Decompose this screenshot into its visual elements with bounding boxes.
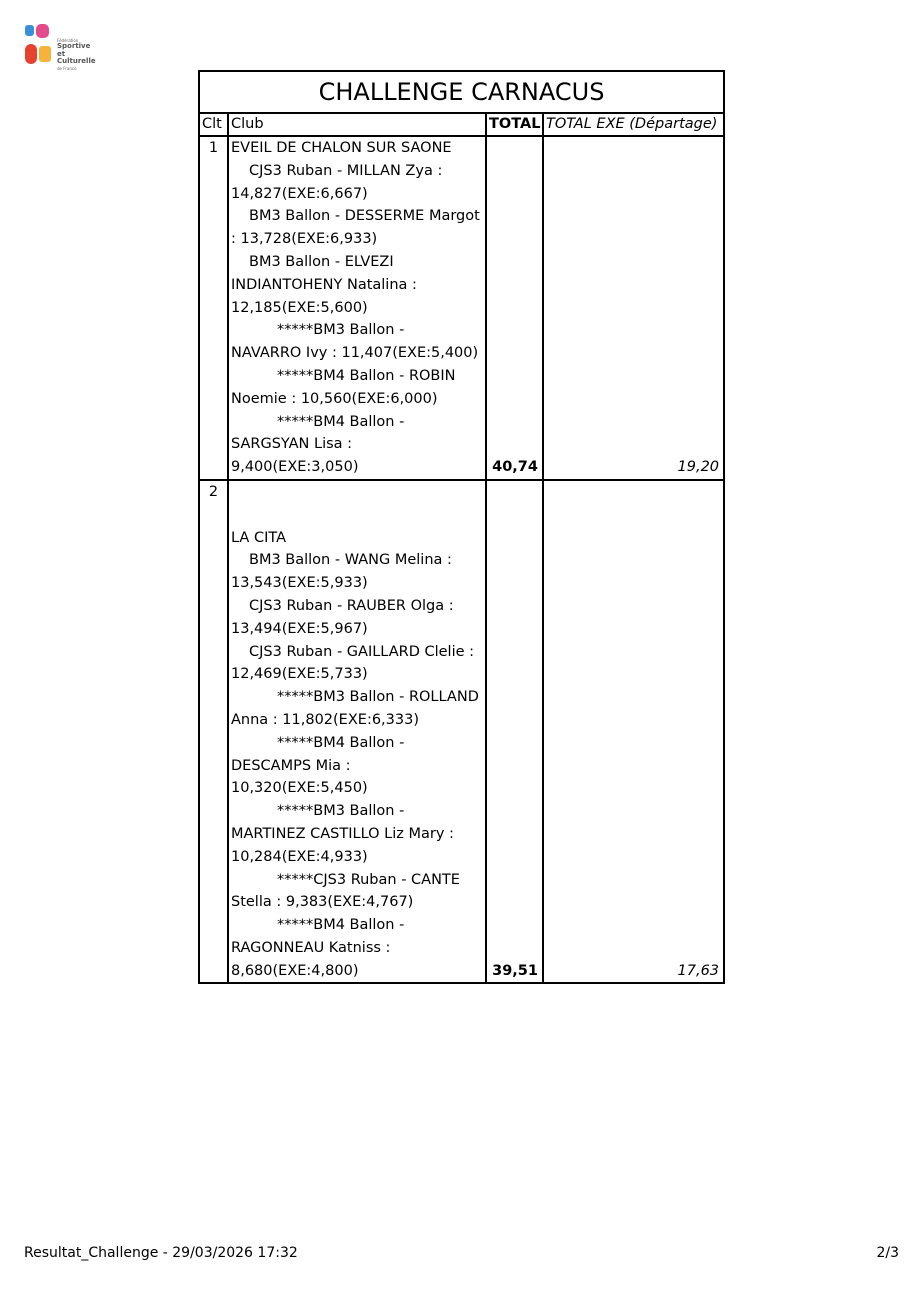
logo-line-4: de France <box>57 65 77 71</box>
athlete-entry: *****BM4 Ballon - <box>277 917 405 934</box>
total-exe-value: 19,20 <box>677 459 720 476</box>
athlete-entry-cont: 13,494(EXE:5,967) <box>231 620 368 637</box>
athlete-entry-cont: 8,680(EXE:4,800) <box>231 962 359 979</box>
athlete-entry-cont: 14,827(EXE:6,667) <box>231 185 368 202</box>
athlete-entry: *****BM3 Ballon - <box>277 322 405 339</box>
athlete-entry-cont: 10,284(EXE:4,933) <box>231 848 368 865</box>
total-value: 39,51 <box>492 962 538 979</box>
fsc-logo <box>24 22 104 71</box>
logo-line-1: Fédération <box>57 38 79 43</box>
total-cell <box>486 136 543 480</box>
logo-line-3: et Culturelle <box>57 49 96 65</box>
athlete-entry: CJS3 Ruban - GAILLARD Clelie : <box>249 643 475 660</box>
rank-cell: 1 <box>199 136 228 480</box>
athlete-entry-cont: INDIANTOHENY Natalina : <box>231 276 417 293</box>
athlete-entry-cont: : 13,728(EXE:6,933) <box>231 231 378 248</box>
athlete-entry-cont: 13,543(EXE:5,933) <box>231 575 368 592</box>
total-exe-cell <box>543 480 724 984</box>
total-value: 40,74 <box>492 459 538 476</box>
athlete-entry-cont: Stella : 9,383(EXE:4,767) <box>231 894 414 911</box>
club-cell <box>228 480 486 984</box>
athlete-entry: BM3 Ballon - ELVEZI <box>249 253 394 270</box>
athlete-entry-cont: NAVARRO Ivy : 11,407(EXE:5,400) <box>231 345 479 362</box>
col-header-club: Club <box>228 113 486 136</box>
logo-mark-icon <box>24 22 56 68</box>
col-header-clt: Clt <box>199 113 228 136</box>
rank-cell: 2 <box>199 480 228 984</box>
col-header-total-exe: TOTAL EXE (Départage) <box>543 113 724 136</box>
athlete-entry: CJS3 Ruban - MILLAN Zya : <box>249 162 443 179</box>
athlete-entry: *****BM4 Ballon - <box>277 734 405 751</box>
athlete-entry: *****BM3 Ballon - ROLLAND <box>277 689 479 706</box>
athlete-entry: *****BM3 Ballon - <box>277 803 405 820</box>
athlete-entry-cont: Noemie : 10,560(EXE:6,000) <box>231 390 438 407</box>
table-row <box>199 136 724 480</box>
col-header-total: TOTAL <box>486 113 543 136</box>
club-name: EVEIL DE CHALON SUR SAONE <box>231 140 452 156</box>
header-row <box>199 113 724 136</box>
athlete-entry-cont: SARGSYAN Lisa : 9,400(EXE:3,050) <box>231 436 359 476</box>
athlete-entry-cont: 12,469(EXE:5,733) <box>231 666 368 683</box>
athlete-entry-cont: DESCAMPS Mia : 10,320(EXE:5,450) <box>231 757 368 797</box>
athlete-entry: *****BM4 Ballon - ROBIN <box>277 367 456 384</box>
challenge-results <box>198 70 723 984</box>
table-row <box>199 480 724 984</box>
athlete-entry-cont: 12,185(EXE:5,600) <box>231 299 368 316</box>
athlete-entry-cont: RAGONNEAU Katniss : <box>231 939 391 956</box>
athlete-entry: BM3 Ballon - WANG Melina : <box>249 552 452 569</box>
footer-report-name: Resultat_Challenge - 29/03/2026 17:32 <box>24 1245 298 1261</box>
athlete-entry: *****CJS3 Ruban - CANTE <box>277 871 460 888</box>
page-title: CHALLENGE CARNACUS <box>199 71 724 113</box>
athlete-entry-cont: Anna : 11,802(EXE:6,333) <box>231 711 419 728</box>
results-table <box>198 70 725 984</box>
total-exe-value: 17,63 <box>677 962 720 979</box>
total-exe-cell <box>543 136 724 480</box>
page-number: 2/3 <box>876 1245 899 1261</box>
athlete-entry: CJS3 Ruban - RAUBER Olga : <box>249 597 454 614</box>
athlete-entry: BM3 Ballon - DESSERME Margot <box>249 208 480 225</box>
athlete-entry-cont: MARTINEZ CASTILLO Liz Mary : <box>231 825 454 842</box>
logo-line-2: Sportive <box>57 42 91 50</box>
total-cell <box>486 480 543 984</box>
club-cell <box>228 136 486 480</box>
athlete-entry: *****BM4 Ballon - <box>277 413 405 430</box>
club-name: LA CITA <box>231 529 286 546</box>
